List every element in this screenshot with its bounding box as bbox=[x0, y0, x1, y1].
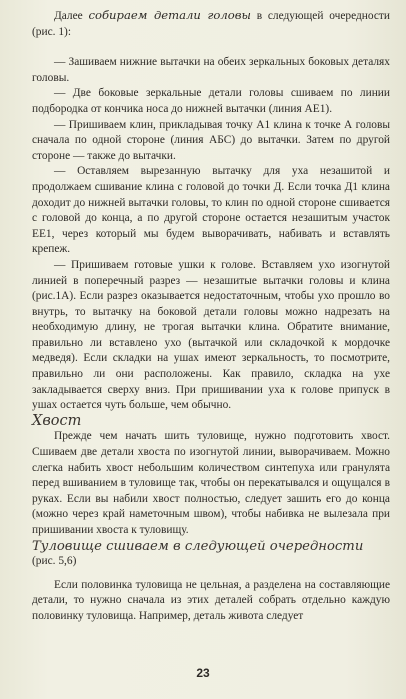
body-paragraph: Если половинка туловища не цельная, а разделена на составляющие детали, то нужно сначала из этих деталей собрать отдельно каждую половинку туловища. Например, деталь живота следует bbox=[32, 578, 390, 622]
head-step-3: — Пришиваем клин, прикладывая точку А1 клина к точке А головы сначала по одной стороне (линия АБС) до вытачки. Затем по другой стороне — также до вытачки. bbox=[32, 118, 390, 162]
head-step-4: — Оставляем вырезанную вытачку для уха незашитой и продолжаем сшивание клина с головой до точки Д. Если точка Д1 клина доходит до нижней вытачки головы, то клин по одной стороне сшивается с головой до конца, а по другой стороне остается незашитым участок ЕЕ1, через который мы будем выворачивать, набивать и вставлять крепеж. bbox=[32, 165, 390, 256]
section-heading-body-suffix: (рис. 5,6) bbox=[32, 555, 77, 568]
intro-before: Далее bbox=[54, 10, 89, 22]
spacer bbox=[32, 40, 390, 55]
page-text bbox=[32, 8, 390, 625]
head-step-5: — Пришиваем готовые ушки к голове. Вставляем ухо изогнутой линией в поперечный разрез — незашитые вытачки головы и клина (рис.1А). Если разрез оказывается недостаточным, чтобы ухо прошло во внутрь, то вытачку на боковой детали головы можно надрезать на необходимую длину, не трогая вытачки клина. Обратите внимание, правильно ли вставлено ухо (вытачкой или складочкой к мордочке медведя). Если складки на ушах имеют зеркальность, то посмотрите, правильно ли они расположены. Как правило, складка на ухе закладывается сверху вниз. При пришивании уха к голове припуск в ушах остается чуть больше, чем обычно. bbox=[32, 258, 390, 412]
page-number: 23 bbox=[196, 666, 210, 680]
section-heading-body: Туловище сшиваем в следующей очередности bbox=[32, 538, 364, 554]
intro-script-phrase: собираем детали головы bbox=[88, 8, 251, 22]
head-step-2: — Две боковые зеркальные детали головы сшиваем по линии подбородка от кончика носа до нижней вытачки (линия АЕ1). bbox=[32, 87, 390, 115]
tail-paragraph: Прежде чем начать шить туловище, нужно подготовить хвост. Сшиваем две детали хвоста по изогнутой линии, выворачиваем. Можно слегка набить хвост небольшим количеством синтепуха или гранулята перед вшиванием в туловище так, чтобы он перекатывался и ощущался в руках. Если вы набили хвост полностью, следует зашить его до конца (можно через край наметочным швом), чтобы набивка не вылезала при пришивании хвоста к туловищу. bbox=[32, 430, 390, 536]
intro-after: в следующей очередности (рис. 1): bbox=[32, 10, 390, 38]
section-heading-tail: Хвост bbox=[32, 412, 82, 429]
intro-paragraph bbox=[32, 8, 390, 40]
head-step-1: — Зашиваем нижние вытачки на обеих зеркальных боковых деталях головы. bbox=[32, 56, 390, 84]
spacer bbox=[32, 570, 390, 578]
